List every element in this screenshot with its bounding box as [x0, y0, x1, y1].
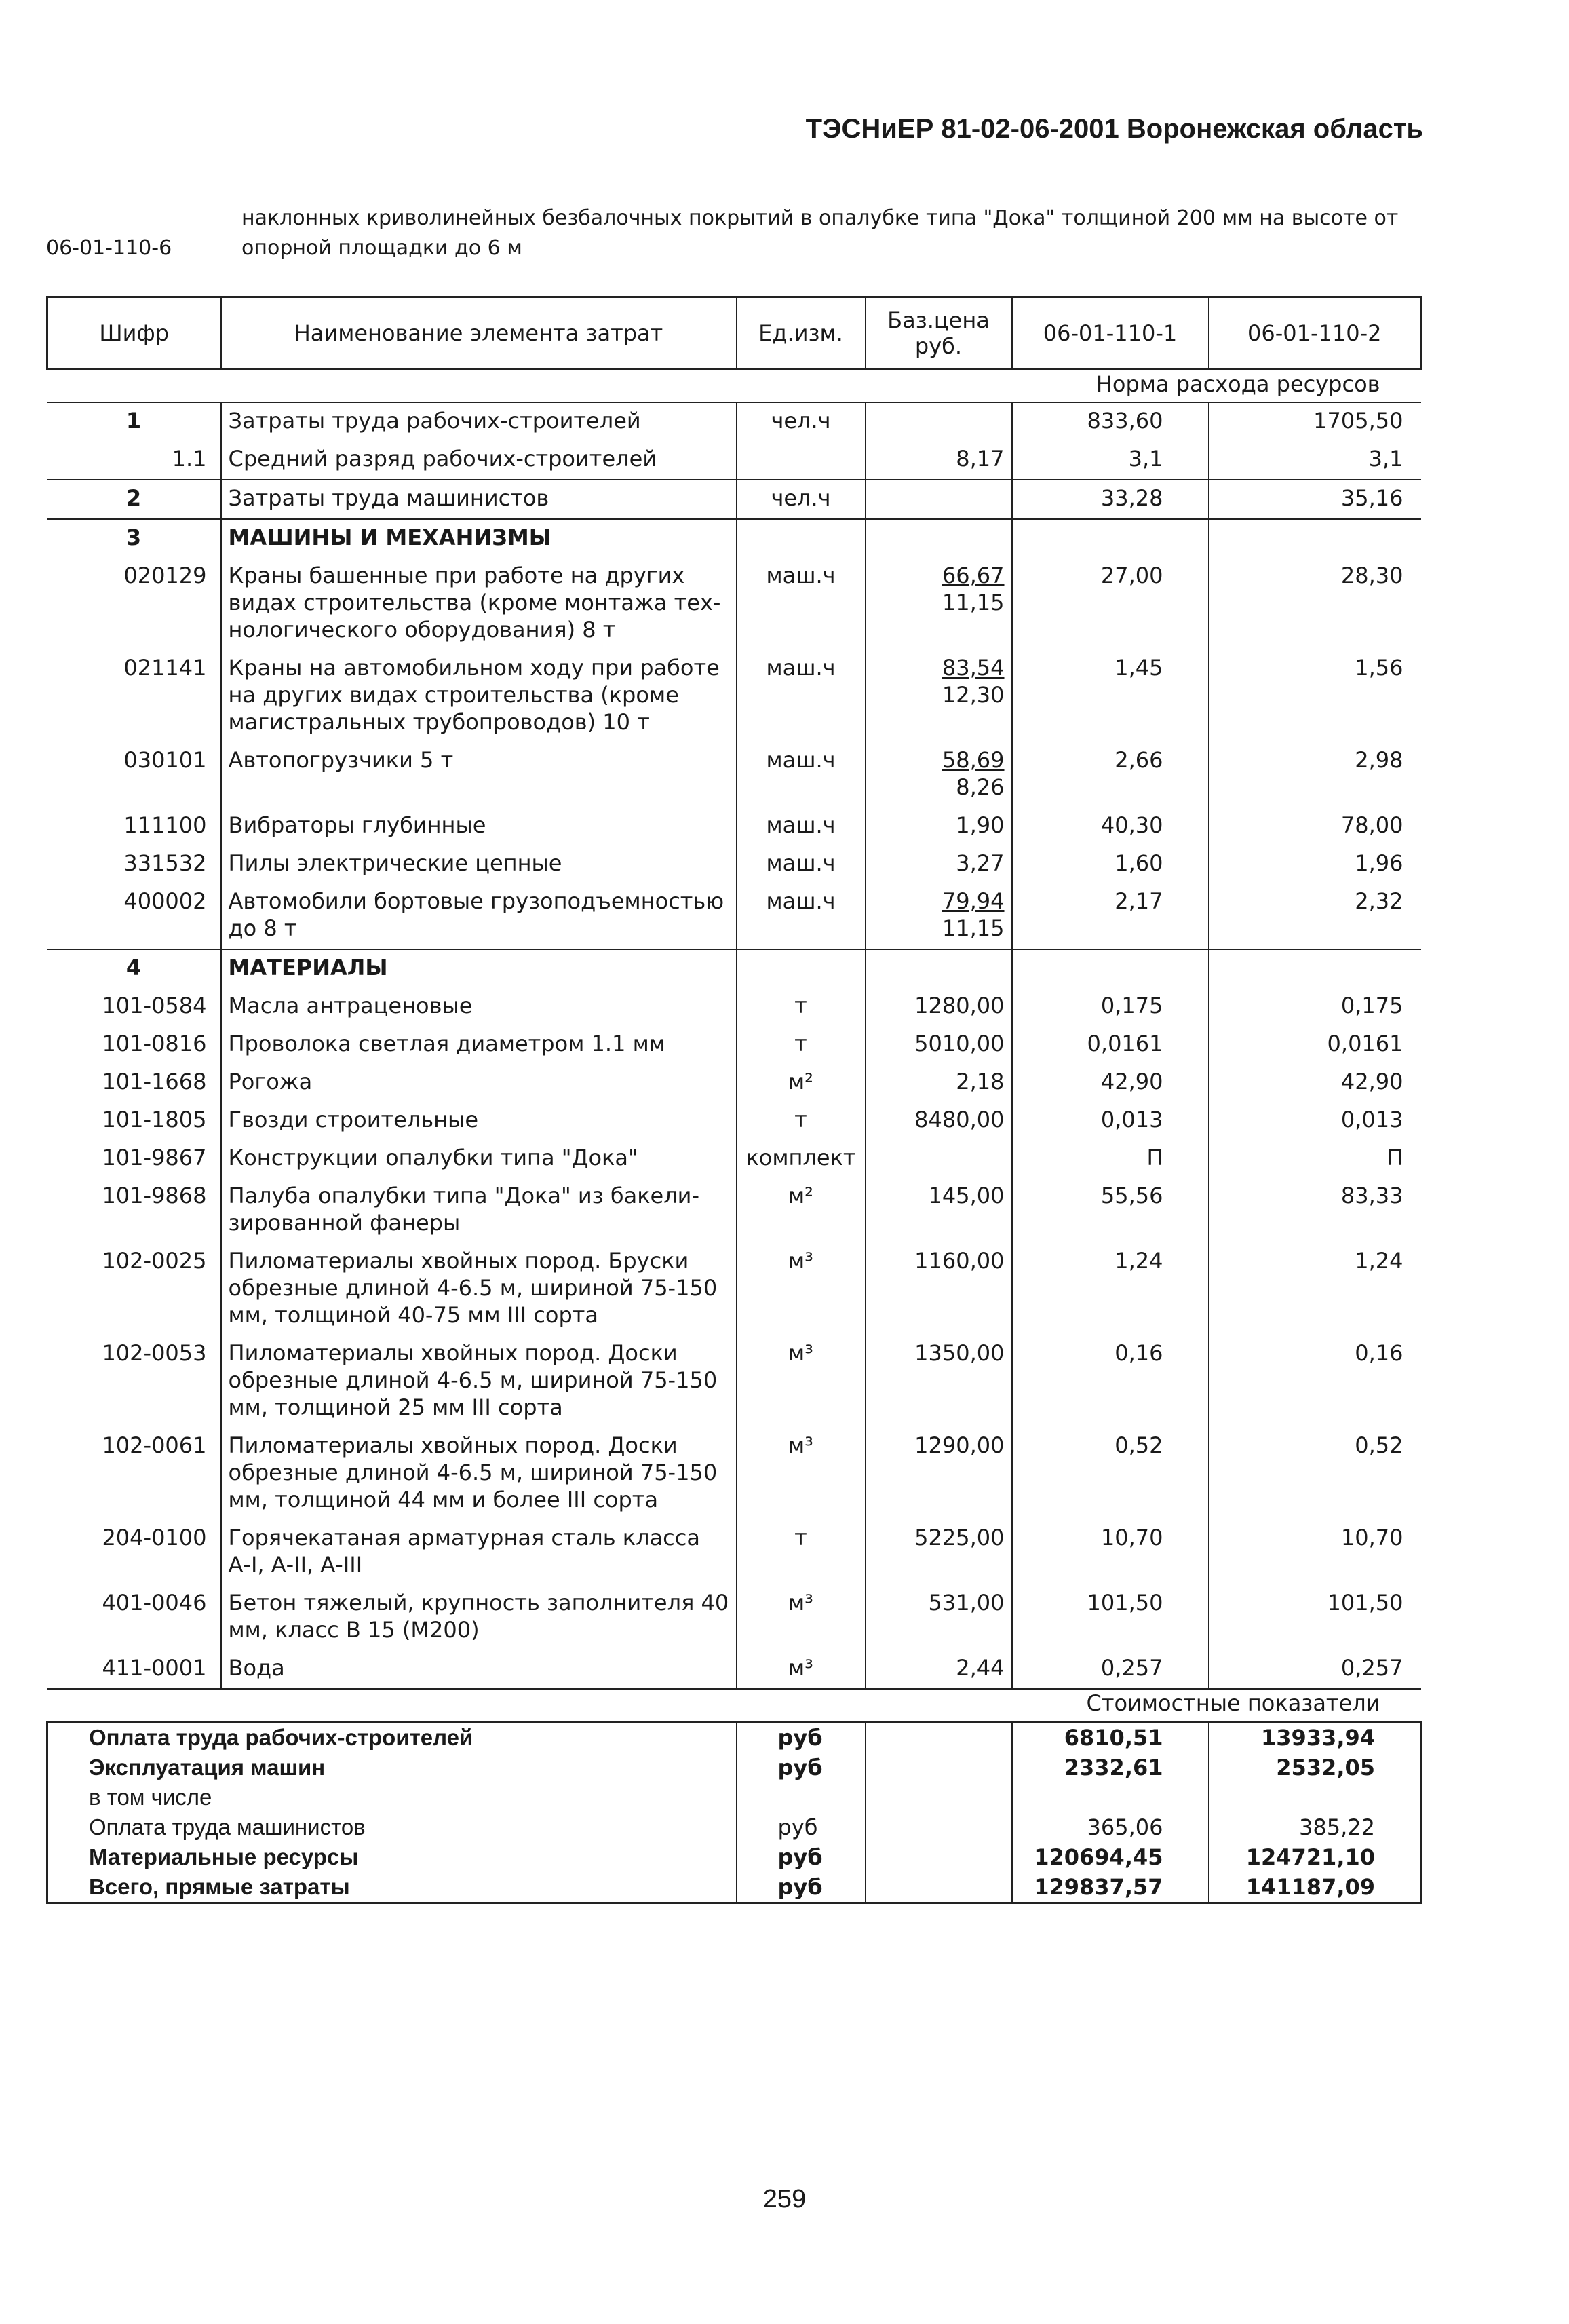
row-value-2: П	[1209, 1140, 1421, 1178]
row-price-value: 66,67	[942, 563, 1005, 588]
row-price	[866, 480, 1012, 519]
table-row	[47, 807, 1421, 845]
summary-label: Всего, прямые затраты	[47, 1872, 737, 1903]
row-price-value: 1350,00	[914, 1340, 1005, 1366]
row-name: Автопогрузчики 5 т	[221, 742, 737, 807]
summary-unit: руб	[737, 1722, 866, 1753]
table-row	[47, 988, 1421, 1026]
row-name: Пиломатериалы хвойных пород. Бруски обрезные длиной 4-6.5 м, шириной 75-150 мм, толщиной 40-75 мм III сорта	[221, 1243, 737, 1335]
row-value-1: 1,24	[1012, 1243, 1209, 1335]
row-unit: м³	[737, 1650, 866, 1689]
row-unit	[737, 949, 866, 988]
row-code: 102-0061	[102, 1432, 207, 1458]
summary-row	[47, 1812, 1421, 1842]
row-name: Вода	[221, 1650, 737, 1689]
row-value-2: 1,96	[1209, 845, 1421, 883]
row-value-1: П	[1012, 1140, 1209, 1178]
row-price-value: 1290,00	[914, 1432, 1005, 1458]
row-price-value: 5225,00	[914, 1525, 1005, 1550]
row-price	[866, 1585, 1012, 1650]
summary-label: Оплата труда рабочих-строителей	[47, 1722, 737, 1753]
row-unit: т	[737, 1102, 866, 1140]
row-name: Средний разряд рабочих-строителей	[221, 441, 737, 480]
row-price	[866, 742, 1012, 807]
row-name: Затраты труда рабочих-строителей	[221, 402, 737, 441]
table-row	[47, 883, 1421, 949]
row-unit	[737, 519, 866, 558]
row-value-2: 0,52	[1209, 1428, 1421, 1520]
row-code: 020129	[123, 563, 207, 588]
row-unit: м²	[737, 1064, 866, 1102]
table-row	[47, 1585, 1421, 1650]
summary-price-empty	[866, 1872, 1012, 1903]
row-unit: м³	[737, 1243, 866, 1335]
row-value-2	[1209, 949, 1421, 988]
row-unit: маш.ч	[737, 558, 866, 650]
table-row	[47, 1650, 1421, 1689]
row-price-value: 1160,00	[914, 1248, 1005, 1274]
row-name: Автомобили бортовые грузоподъемностью до 8 т	[221, 883, 737, 949]
row-name: Пилы электрические цепные	[221, 845, 737, 883]
row-name: Гвозди строительные	[221, 1102, 737, 1140]
row-name: Горячекатаная арматурная сталь класса А-I, А-II, А-III	[221, 1520, 737, 1585]
row-name: Бетон тяжелый, крупность заполнителя 40 мм, класс В 15 (М200)	[221, 1585, 737, 1650]
row-price-wage: 12,30	[942, 682, 1005, 708]
row-code: 331532	[123, 850, 207, 876]
row-value-1: 1,60	[1012, 845, 1209, 883]
row-price-value: 83,54	[942, 655, 1005, 681]
row-value-1: 42,90	[1012, 1064, 1209, 1102]
col-header-unit: Ед.изм.	[737, 297, 866, 370]
summary-value-1: 129837,57	[1012, 1872, 1209, 1903]
row-value-2	[1209, 519, 1421, 558]
row-price	[866, 1650, 1012, 1689]
row-name: Пиломатериалы хвойных пород. Доски обрезные длиной 4-6.5 м, шириной 75-150 мм, толщиной 44 мм и более III сорта	[221, 1428, 737, 1520]
row-price-wage: 11,15	[942, 915, 1005, 941]
summary-value-2: 141187,09	[1209, 1872, 1421, 1903]
row-value-1: 0,013	[1012, 1102, 1209, 1140]
row-price-value: 531,00	[928, 1590, 1005, 1616]
summary-value-1: 6810,51	[1012, 1722, 1209, 1753]
row-code: 102-0025	[102, 1248, 207, 1274]
row-value-2: 78,00	[1209, 807, 1421, 845]
row-code: 101-9867	[102, 1145, 207, 1170]
summary-price-empty	[866, 1842, 1012, 1872]
table-row	[47, 1064, 1421, 1102]
row-value-1: 3,1	[1012, 441, 1209, 480]
table-row	[47, 1520, 1421, 1585]
row-code: 400002	[123, 888, 207, 914]
row-name: Рогожа	[221, 1064, 737, 1102]
row-code: 101-0816	[102, 1031, 207, 1056]
row-price	[866, 1520, 1012, 1585]
row-value-2: 0,175	[1209, 988, 1421, 1026]
summary-value-2: 385,22	[1209, 1812, 1421, 1842]
summary-price-empty	[866, 1812, 1012, 1842]
row-name: МАТЕРИАЛЫ	[221, 949, 737, 988]
table-row	[47, 949, 1421, 988]
row-unit: м²	[737, 1178, 866, 1243]
row-price-value: 145,00	[928, 1183, 1005, 1208]
summary-value-1	[1012, 1783, 1209, 1812]
summary-row	[47, 1753, 1421, 1783]
row-value-2: 0,257	[1209, 1650, 1421, 1689]
row-code: 030101	[123, 747, 207, 773]
table-row	[47, 1102, 1421, 1140]
row-price-value: 1,90	[956, 812, 1005, 838]
row-price	[866, 650, 1012, 742]
row-name: МАШИНЫ И МЕХАНИЗМЫ	[221, 519, 737, 558]
table-row	[47, 742, 1421, 807]
row-name: Краны на автомобильном ходу при работе на других видах строительства (кроме магистральных трубопроводов) 10 т	[221, 650, 737, 742]
row-price-value: 3,27	[956, 850, 1005, 876]
row-price-value: 2,44	[956, 1655, 1005, 1681]
row-value-1	[1012, 949, 1209, 988]
summary-label: в том числе	[47, 1783, 737, 1812]
row-name: Затраты труда машинистов	[221, 480, 737, 519]
row-price	[866, 441, 1012, 480]
row-unit: м³	[737, 1585, 866, 1650]
summary-unit: руб	[737, 1842, 866, 1872]
norm-band-label: Норма расхода ресурсов	[47, 370, 1421, 403]
row-value-2: 10,70	[1209, 1520, 1421, 1585]
row-unit: маш.ч	[737, 650, 866, 742]
table-row	[47, 1140, 1421, 1178]
row-price-value: 58,69	[942, 747, 1005, 773]
norm-code: 06-01-110-6	[46, 236, 172, 260]
row-value-1: 27,00	[1012, 558, 1209, 650]
row-code: 1.1	[172, 446, 207, 472]
row-value-1: 0,175	[1012, 988, 1209, 1026]
row-code: 102-0053	[102, 1340, 207, 1366]
col-header-name: Наименование элемента затрат	[221, 297, 737, 370]
row-name: Пиломатериалы хвойных пород. Доски обрезные длиной 4-6.5 м, шириной 75-150 мм, толщиной 25 мм III сорта	[221, 1335, 737, 1428]
summary-unit: руб	[737, 1753, 866, 1783]
table-row	[47, 1026, 1421, 1064]
row-value-1: 2,66	[1012, 742, 1209, 807]
col-header-price: Баз.цена руб.	[866, 297, 1012, 370]
col-header-v2: 06-01-110-2	[1209, 297, 1421, 370]
row-value-2: 0,0161	[1209, 1026, 1421, 1064]
row-price-value: 2,18	[956, 1069, 1005, 1094]
row-unit	[737, 441, 866, 480]
summary-row	[47, 1842, 1421, 1872]
row-code: 3	[47, 519, 221, 558]
row-value-1: 0,16	[1012, 1335, 1209, 1428]
row-price-value: 79,94	[942, 888, 1005, 914]
summary-price-empty	[866, 1753, 1012, 1783]
row-price	[866, 1102, 1012, 1140]
row-price	[866, 1335, 1012, 1428]
row-name: Палуба опалубки типа "Дока" из бакели-зированной фанеры	[221, 1178, 737, 1243]
row-value-1: 833,60	[1012, 402, 1209, 441]
row-value-2: 83,33	[1209, 1178, 1421, 1243]
summary-label: Эксплуатация машин	[47, 1753, 737, 1783]
row-value-2: 1,56	[1209, 650, 1421, 742]
row-value-1: 33,28	[1012, 480, 1209, 519]
row-unit: маш.ч	[737, 807, 866, 845]
row-price	[866, 1178, 1012, 1243]
row-price-wage: 8,26	[956, 774, 1005, 800]
row-price	[866, 807, 1012, 845]
row-code: 111100	[123, 812, 207, 838]
row-unit: чел.ч	[737, 402, 866, 441]
row-price	[866, 1428, 1012, 1520]
row-code: 2	[47, 480, 221, 519]
row-code: 411-0001	[102, 1655, 207, 1681]
row-price-value: 1280,00	[914, 993, 1005, 1018]
row-value-2: 42,90	[1209, 1064, 1421, 1102]
row-name: Краны башенные при работе на других видах строительства (кроме монтажа тех-нологического оборудования) 8 т	[221, 558, 737, 650]
row-price-value: 8480,00	[914, 1107, 1005, 1132]
row-price	[866, 558, 1012, 650]
table-row	[47, 845, 1421, 883]
table-row	[47, 441, 1421, 480]
row-unit: т	[737, 1520, 866, 1585]
row-value-1	[1012, 519, 1209, 558]
row-value-2: 101,50	[1209, 1585, 1421, 1650]
summary-row	[47, 1872, 1421, 1903]
row-price-wage: 11,15	[942, 590, 1005, 615]
col-header-code: Шифр	[47, 297, 221, 370]
row-value-1: 2,17	[1012, 883, 1209, 949]
row-value-2: 1705,50	[1209, 402, 1421, 441]
summary-unit	[737, 1783, 866, 1812]
row-value-2: 2,98	[1209, 742, 1421, 807]
row-code: 1	[125, 408, 142, 434]
row-value-1: 10,70	[1012, 1520, 1209, 1585]
page-number: 259	[762, 2185, 807, 2213]
col-header-v1: 06-01-110-1	[1012, 297, 1209, 370]
row-price	[866, 845, 1012, 883]
table-row	[47, 519, 1421, 558]
row-price	[866, 519, 1012, 558]
row-price	[866, 1243, 1012, 1335]
cost-band-row	[47, 1689, 1421, 1722]
row-code: 101-0584	[102, 993, 207, 1018]
row-price	[866, 988, 1012, 1026]
row-price	[866, 883, 1012, 949]
row-name: Вибраторы глубинные	[221, 807, 737, 845]
table-row	[47, 1178, 1421, 1243]
summary-value-1: 120694,45	[1012, 1842, 1209, 1872]
row-value-1: 101,50	[1012, 1585, 1209, 1650]
row-code: 101-9868	[102, 1183, 207, 1208]
row-name: Проволока светлая диаметром 1.1 мм	[221, 1026, 737, 1064]
table-row	[47, 1335, 1421, 1428]
row-price-value: 8,17	[956, 446, 1005, 472]
cost-band-label: Стоимостные показатели	[47, 1689, 1421, 1722]
row-value-2: 2,32	[1209, 883, 1421, 949]
table-row	[47, 1428, 1421, 1520]
row-unit: маш.ч	[737, 742, 866, 807]
norm-band-row	[47, 370, 1421, 403]
row-value-2: 0,16	[1209, 1335, 1421, 1428]
norm-description: наклонных криволинейных безбалочных покрытий в опалубке типа "Дока" толщиной 200 мм на высоте от опорной площадки до 6 м	[241, 206, 1399, 260]
row-code: 4	[47, 949, 221, 988]
row-value-2: 3,1	[1209, 441, 1421, 480]
row-price	[866, 1140, 1012, 1178]
resource-table	[46, 296, 1422, 1904]
row-value-2: 1,24	[1209, 1243, 1421, 1335]
row-code: 021141	[123, 655, 207, 681]
row-code: 101-1805	[102, 1107, 207, 1132]
row-name: Конструкции опалубки типа "Дока"	[221, 1140, 737, 1178]
row-value-1: 55,56	[1012, 1178, 1209, 1243]
row-price	[866, 402, 1012, 441]
row-unit: чел.ч	[737, 480, 866, 519]
summary-value-2: 13933,94	[1209, 1722, 1421, 1753]
table-row	[47, 402, 1421, 441]
row-unit: т	[737, 988, 866, 1026]
row-unit: т	[737, 1026, 866, 1064]
row-value-1: 40,30	[1012, 807, 1209, 845]
row-unit: маш.ч	[737, 883, 866, 949]
page-title: ТЭСНиЕР 81-02-06-2001 Воронежская область	[805, 114, 1423, 144]
row-price-value: 5010,00	[914, 1031, 1005, 1056]
row-name: Масла антраценовые	[221, 988, 737, 1026]
table-row	[47, 650, 1421, 742]
row-code: 401-0046	[102, 1590, 207, 1616]
row-value-2: 35,16	[1209, 480, 1421, 519]
row-value-2: 0,013	[1209, 1102, 1421, 1140]
row-unit: м³	[737, 1428, 866, 1520]
row-value-1: 0,52	[1012, 1428, 1209, 1520]
row-unit: комплект	[737, 1140, 866, 1178]
summary-value-2: 124721,10	[1209, 1842, 1421, 1872]
summary-row	[47, 1722, 1421, 1753]
row-code: 204-0100	[102, 1525, 207, 1550]
row-value-1: 0,257	[1012, 1650, 1209, 1689]
summary-unit: руб	[737, 1812, 866, 1842]
summary-value-2	[1209, 1783, 1421, 1812]
summary-value-1: 365,06	[1012, 1812, 1209, 1842]
table-header-row	[47, 297, 1421, 370]
summary-price-empty	[866, 1783, 1012, 1812]
table-row	[47, 558, 1421, 650]
row-code: 101-1668	[102, 1069, 207, 1094]
summary-value-1: 2332,61	[1012, 1753, 1209, 1783]
summary-value-2: 2532,05	[1209, 1753, 1421, 1783]
table-row	[47, 480, 1421, 519]
summary-label: Материальные ресурсы	[47, 1842, 737, 1872]
row-price	[866, 1026, 1012, 1064]
row-price	[866, 949, 1012, 988]
summary-unit: руб	[737, 1872, 866, 1903]
table-row	[47, 1243, 1421, 1335]
row-value-2: 28,30	[1209, 558, 1421, 650]
row-unit: м³	[737, 1335, 866, 1428]
row-value-1: 1,45	[1012, 650, 1209, 742]
row-price	[866, 1064, 1012, 1102]
summary-label: Оплата труда машинистов	[47, 1812, 737, 1842]
summary-price-empty	[866, 1722, 1012, 1753]
summary-row	[47, 1783, 1421, 1812]
row-unit: маш.ч	[737, 845, 866, 883]
row-value-1: 0,0161	[1012, 1026, 1209, 1064]
